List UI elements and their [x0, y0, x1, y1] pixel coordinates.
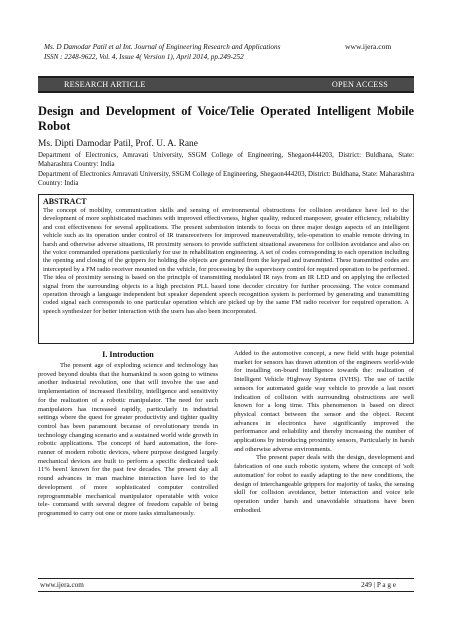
header-website-link[interactable]: www.ijera.com	[345, 42, 392, 51]
affiliation-1: Department of Electronics, Amravati University, SSGM College of Engineering, Shegaon444203, District: Buldhana, State: Maharashtra Country: India	[38, 152, 414, 169]
affiliation-2: Department of Electronics Amravati University, SSGM College of Engineering, Shegaon444203, District: Buldhana, State: Maharashtra Country: India	[38, 170, 414, 188]
page-number: 249 | P a g e	[361, 581, 396, 589]
intro-paragraph-3: The present paper deals with the design, development and fabrication of one such robotic system, where the concept of 'soft automation' for robot to easily adapting to the new conditions, the design of interchangeable grippers for majority of tasks, the sensing skill for collision avoidance, better interaction and voice tele operation under harsh and unavoidable situations have been embodied.	[234, 454, 414, 514]
body-column-right	[234, 350, 414, 515]
section-heading-introduction: I. Introduction	[102, 350, 154, 359]
journal-citation-line: Ms. D Damodar Patil et al Int. Journal of Engineering Research and Applications	[44, 43, 281, 51]
intro-paragraph-1: The present age of exploding science and technology has proved beyond doubts that the humankind is soon going to witness another industrial revolution, one that will involve the use and implementation of increased flexibility, intelligence and sensitivity for the realization of a robotic manipulator. The need for such manipulators has increased rapidly, particularly in industrial settings where the quest for greater productivity and tighter quality control has been paramount because of revolutionary trends in technology changing scenario and a sustained world wide growth in robotic applications. The concept of hard automation, the fore-runner of modern robotic devices, where purpose designed largely mechanical devices are built to perform a specific dedicated task 11% been1 known for the past few decades. The present day all round advances in man machine interaction have led to the development of more sophisticated computer controlled reprogrammable mechanical manipulator operatable with voice tele- command with several degree of freedom capable of being programmed to carry out one or more tasks simultaneously.	[38, 362, 218, 517]
author-affiliations	[38, 151, 414, 189]
journal-header	[44, 42, 344, 62]
abstract-box	[38, 194, 414, 344]
paper-title: Design and Development of Voice/Telie Operated Intelligent Mobile Robot	[38, 104, 414, 133]
abstract-text: The concept of mobility, communication skills and sensing of environmental obstructions for collision avoidance have led to the development of more sophisticated machines with improved effectiveness, higher quality, reduced manpower, greater efficiency, reliability and cost effectiveness for several applications. The present submission intends to focus on three major design aspects of an intelligent vehicle such as its operation under control of IR transreceivers for improved maneuverability, tele-operation to enable remote driving in harsh and otherwise adverse situations, IR proximity sensors to provide sufficient situational awareness for collision avoidance and also on the voice commanded operations particularly for use in rehabilitation engineering. A set of codes corresponding to each operation including the opening and closing of the grippers for holding the objects are generated from the keypad and transmitted. These transmitted codes are intercepted by a FM radio receiver mounted on the vehicle, for processing by the supervisory control for required operation to be performed. The idea of proximity sensing is based on the principle of transmitting modulated IR rays from an IR LED and on applying the reflected signal from the surrounding objects to a high precision PLL based tone decoder circuitry for further processing. The voice command operation through a language independent but speaker dependent speech recognition system is performed by generating and transmitting coded signal each corresponds to one particular operation which are picked up by the same FM radio receiver for required operation. A speech synthesizer for better interaction with the users has also been incorporated.	[43, 207, 409, 315]
article-type-banner	[38, 76, 414, 93]
footer-website-link[interactable]: www.ijera.com	[40, 581, 84, 589]
intro-paragraph-2: Added to the automotive concept, a new field with huge potential market for sensors has drawn attention of the engineers world-wide for installing on-board intelligence towards the: realization of Intelligent Vehicle Highway Systems (IVHS). The use of tactile sensors for automated guide way vehicle to provide a last resort indication of collision with surrounding obstructions are well known for a long time. This phenomenon is based on direct physical contact between the sensor and the object. Recent advances in electronics have significantly improved the performance and reliability and thereby increasing the number of applications by introducing proximity sensors, Particularly in harsh and otherwise adverse environments.	[234, 350, 414, 453]
page-footer	[38, 578, 414, 592]
body-column-left	[38, 350, 218, 519]
open-access-label: OPEN ACCESS	[331, 80, 388, 89]
abstract-heading: ABSTRACT	[43, 197, 87, 206]
journal-issn-line: ISSN : 2248-9622, Vol. 4, Issue 4( Version 1), April 2014, pp.249-252	[44, 53, 244, 61]
paper-authors: Ms. Dipti Damodar Patil, Prof. U. A. Rane	[38, 139, 198, 149]
research-article-label: RESEARCH ARTICLE	[64, 80, 146, 89]
